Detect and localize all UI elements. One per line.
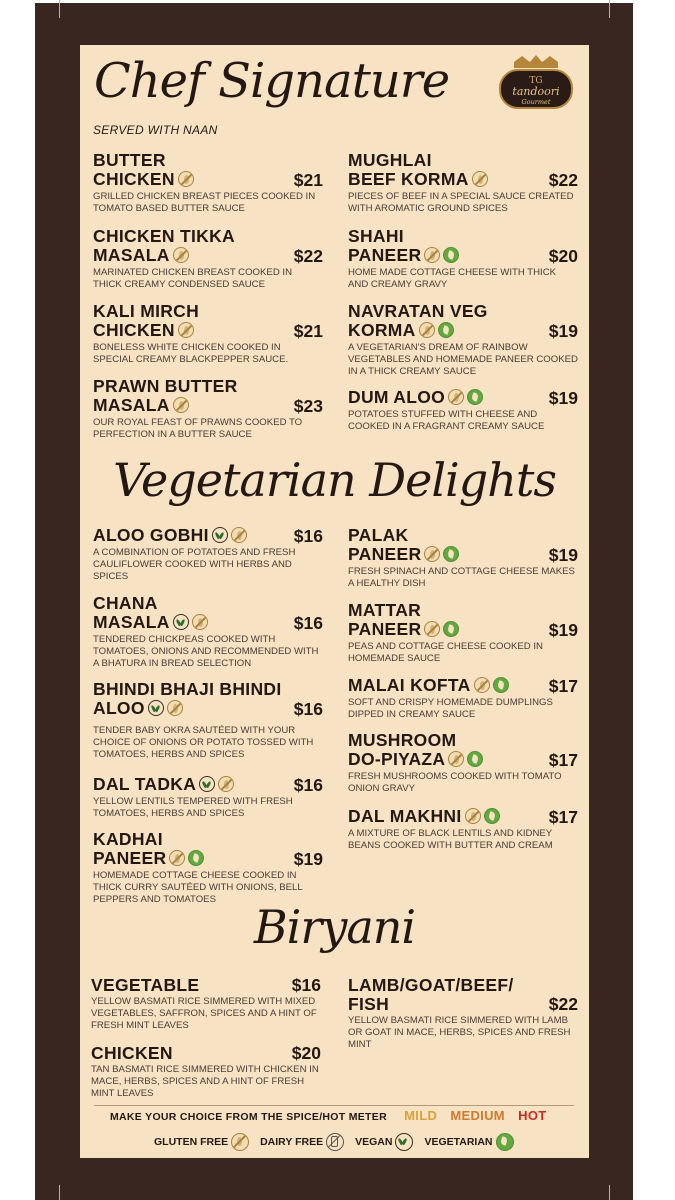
logo-monogram: TG: [529, 76, 543, 86]
menu-item-dal-tadka: [93, 775, 323, 820]
item-price: $22: [293, 246, 323, 266]
item-description: PIECES OF BEEF IN A SPECIAL SAUCE CREATED WITH AROMATIC GROUND SPICES: [348, 191, 574, 214]
item-name: DAL MAKHNI: [348, 806, 462, 826]
legend-label: DAIRY FREE: [260, 1136, 324, 1148]
menu-item-dum-aloo: [348, 388, 578, 433]
vegan-icon: [148, 700, 164, 716]
menu-item-dal-makhni: [348, 807, 578, 852]
vegan-icon: [395, 1133, 413, 1151]
tandoori-gourmet-logo: [494, 52, 578, 118]
item-price: $20: [548, 246, 578, 266]
vegetarian-icon: [438, 322, 454, 338]
item-name: ALOO GOBHI: [93, 525, 209, 545]
item-name-line2: BEEF KORMA: [348, 169, 469, 189]
item-description: YELLOW BASMATI RICE SIMMERED WITH LAMB OR GOAT IN MACE, HERBS, SPICES AND FRESH MINT: [348, 1015, 571, 1050]
item-price: $22: [548, 994, 578, 1014]
gluten-free-icon: [192, 614, 208, 630]
gluten-free-icon: [173, 397, 189, 413]
menu-item-palak-paneer: [348, 526, 578, 590]
gluten-free-icon: [448, 389, 464, 405]
item-description: POTATOES STUFFED WITH CHEESE AND COOKED IN A FRAGRANT CREAMY SAUCE: [348, 409, 545, 432]
vegetarian-icon: [493, 677, 509, 693]
item-name-line1: SHAHI: [348, 226, 404, 246]
item-price: $21: [293, 321, 323, 341]
item-name-line1: KADHAI: [93, 829, 163, 849]
legend-gluten-free: [154, 1133, 249, 1151]
legend-dairy-free: [260, 1133, 344, 1151]
item-description: BONELESS WHITE CHICKEN COOKED IN SPECIAL CREAMY BLACKPEPPER SAUCE.: [93, 342, 289, 365]
item-description: GRILLED CHICKEN BREAST PIECES COOKED IN TOMATO BASED BUTTER SAUCE: [93, 191, 316, 214]
menu-item-prawn-butter-masala: [93, 377, 323, 441]
item-description: TAN BASMATI RICE SIMMERED WITH CHICKEN IN MACE, HERBS, SPICES AND A HINT OF FRESH MINT LEAVES: [91, 1064, 319, 1099]
item-name-line2: CHICKEN: [93, 320, 175, 340]
item-name-line1: PRAWN BUTTER: [93, 376, 238, 396]
vegetarian-icon: [467, 389, 483, 405]
footer-divider: [94, 1105, 574, 1106]
legend-vegetarian: [424, 1133, 513, 1151]
item-description: HOME MADE COTTAGE CHEESE WITH THICK AND CREAMY GRAVY: [348, 267, 557, 290]
gluten-free-icon: [424, 247, 440, 263]
menu-item-chana-masala: [93, 594, 323, 670]
gluten-free-icon: [448, 751, 464, 767]
gluten-free-icon: [231, 527, 247, 543]
item-description: YELLOW BASMATI RICE SIMMERED WITH MIXED VEGETABLES, SAFFRON, SPICES AND A HINT OF FRESH MINT LEAVES: [91, 996, 317, 1031]
vegetarian-icon: [443, 621, 459, 637]
item-description: A VEGETARIAN'S DREAM OF RAINBOW VEGETABLES AND HOMEMADE PANEER COOKED IN A THICK CREAMY SAUCE: [348, 342, 578, 377]
item-description: SOFT AND CRISPY HOMEMADE DUMPLINGS DIPPED IN CREAMY SAUCE: [348, 697, 553, 720]
gluten-free-icon: [472, 171, 488, 187]
menu-item-vegetable-biryani: [91, 976, 321, 1032]
menu-item-kadhai-paneer: [93, 830, 323, 906]
legend-vegan: [355, 1133, 413, 1151]
spice-hot: HOT: [518, 1108, 547, 1123]
menu-item-chicken-tikka-masala: [93, 227, 323, 291]
item-name-line1: BUTTER: [93, 150, 166, 170]
gluten-free-icon: [474, 677, 490, 693]
item-description: A COMBINATION OF POTATOES AND FRESH CAULIFLOWER COOKED WITH HERBS AND SPICES: [93, 547, 296, 582]
item-description: TENDERED CHICKPEAS COOKED WITH TOMATOES, ONIONS AND RECOMMENDED WITH A BHATURA IN BREAD SELECTION: [93, 634, 319, 669]
item-name: MALAI KOFTA: [348, 675, 471, 695]
item-name-line2: KORMA: [348, 320, 416, 340]
item-price: $16: [293, 526, 323, 546]
item-description: PEAS AND COTTAGE CHEESE COOKED IN HOMEMADE SAUCE: [348, 641, 543, 664]
item-name-line2: PANEER: [348, 245, 422, 265]
item-price: $17: [548, 807, 578, 827]
menu-item-mughlai-beef-korma: [348, 151, 578, 215]
crop-mark: [609, 0, 610, 18]
spice-meter-text: MAKE YOUR CHOICE FROM THE SPICE/HOT METER: [110, 1111, 387, 1123]
gluten-free-icon: [424, 621, 440, 637]
item-price: $19: [548, 620, 578, 640]
section-subtitle-chef: SERVED WITH NAAN: [93, 123, 218, 137]
item-price: $16: [293, 775, 323, 795]
gluten-free-icon: [231, 1133, 249, 1151]
item-name-line1: MUGHLAI: [348, 150, 432, 170]
menu-item-mattar-paneer: [348, 601, 578, 665]
item-description: FRESH SPINACH AND COTTAGE CHEESE MAKES A HEALTHY DISH: [348, 566, 575, 589]
item-name-line1: CHICKEN TIKKA: [93, 226, 235, 246]
crop-mark: [59, 1185, 60, 1200]
legend-label: GLUTEN FREE: [154, 1136, 229, 1148]
item-price: $19: [548, 388, 578, 408]
item-price: $16: [291, 975, 321, 995]
item-description: HOMEMADE COTTAGE CHEESE COOKED IN THICK CURRY SAUTÉED WITH ONIONS, BELL PEPPERS AND TOMATOES: [93, 870, 303, 905]
menu-item-shahi-paneer: [348, 227, 578, 291]
menu-item-chicken-biryani: [91, 1044, 321, 1100]
item-name-line1: LAMB/GOAT/BEEF/: [348, 975, 514, 995]
vegetarian-icon: [443, 546, 459, 562]
item-price: $19: [293, 849, 323, 869]
item-name: CHICKEN: [91, 1043, 173, 1063]
dietary-legend: [154, 1133, 525, 1151]
item-description: YELLOW LENTILS TEMPERED WITH FRESH TOMATOES, HERBS AND SPICES: [93, 796, 293, 819]
item-price: $23: [293, 396, 323, 416]
spice-meter-note: [110, 1108, 546, 1123]
menu-item-navratan-veg-korma: [348, 302, 578, 378]
item-name-line2: ALOO: [93, 698, 145, 718]
item-price: $19: [548, 545, 578, 565]
gluten-free-icon: [178, 322, 194, 338]
item-name-line2: PANEER: [348, 544, 422, 564]
legend-label: VEGAN: [355, 1136, 393, 1148]
item-price: $16: [293, 613, 323, 633]
menu-item-kali-mirch-chicken: [93, 302, 323, 366]
item-price: $22: [548, 170, 578, 190]
item-price: $19: [548, 321, 578, 341]
item-price: $20: [291, 1043, 321, 1063]
vegetarian-icon: [467, 751, 483, 767]
item-description: FRESH MUSHROOMS COOKED WITH TOMATO ONION GRAVY: [348, 771, 562, 794]
item-name-line1: BHINDI BHAJI BHINDI: [93, 679, 282, 699]
item-name-line2: FISH: [348, 994, 390, 1014]
section-title-biryani: Biryani: [253, 900, 416, 954]
menu-item-butter-chicken: [93, 151, 323, 215]
item-name-line1: PALAK: [348, 525, 409, 545]
item-description: TENDER BABY OKRA SAUTÉED WITH YOUR CHOICE OF ONIONS OR POTATO TOSSED WITH TOMATOES, HERBS AND SPICES: [93, 725, 314, 760]
item-name-line2: MASALA: [93, 245, 170, 265]
section-title-veg: Vegetarian Delights: [113, 453, 556, 507]
item-name: DUM ALOO: [348, 387, 446, 407]
menu-item-lamb-goat-beef-fish-biryani: [348, 976, 578, 1051]
spice-mild: MILD: [404, 1108, 438, 1123]
dairy-free-icon: [326, 1133, 344, 1151]
vegetarian-icon: [443, 247, 459, 263]
item-name-line1: MATTAR: [348, 600, 422, 620]
menu-item-malai-kofta: [348, 676, 578, 721]
item-name-line2: DO-PIYAZA: [348, 749, 446, 769]
vegan-icon: [173, 614, 189, 630]
gluten-free-icon: [173, 247, 189, 263]
gluten-free-icon: [167, 700, 183, 716]
item-price: $17: [548, 676, 578, 696]
item-price: $17: [548, 750, 578, 770]
item-description: A MIXTURE OF BLACK LENTILS AND KIDNEY BEANS COOKED WITH BUTTER AND CREAM: [348, 828, 553, 851]
item-name-line2: MASALA: [93, 612, 170, 632]
gluten-free-icon: [465, 808, 481, 824]
item-name-line1: KALI MIRCH: [93, 301, 200, 321]
gluten-free-icon: [424, 546, 440, 562]
crop-mark: [609, 1185, 610, 1200]
item-name: DAL TADKA: [93, 774, 197, 794]
item-name-line1: MUSHROOM: [348, 730, 457, 750]
vegetarian-icon: [188, 850, 204, 866]
gluten-free-icon: [419, 322, 435, 338]
item-name-line2: MASALA: [93, 395, 170, 415]
menu-item-aloo-gobhi: [93, 526, 323, 583]
item-price: $21: [293, 170, 323, 190]
vegan-icon: [199, 776, 215, 792]
item-description: MARINATED CHICKEN BREAST COOKED IN THICK CREAMY CONDENSED SAUCE: [93, 267, 293, 290]
menu-item-bhindi-bhaji: [93, 680, 323, 761]
logo-brand: tandoori: [512, 85, 560, 98]
section-title-chef: Chef Signature: [94, 53, 450, 109]
spice-medium: MEDIUM: [450, 1108, 505, 1123]
menu-panel: [80, 45, 589, 1158]
item-name-line2: CHICKEN: [93, 169, 175, 189]
legend-label: VEGETARIAN: [424, 1136, 493, 1148]
item-price: $16: [293, 699, 323, 719]
logo-sub: Gourmet: [521, 98, 551, 106]
gluten-free-icon: [218, 776, 234, 792]
menu-item-mushroom-do-piyaza: [348, 731, 578, 795]
vegan-icon: [212, 527, 228, 543]
item-name: VEGETABLE: [91, 975, 200, 995]
vegetarian-icon: [496, 1133, 514, 1151]
item-name-line1: NAVRATAN VEG: [348, 301, 488, 321]
item-description: OUR ROYAL FEAST OF PRAWNS COOKED TO PERFECTION IN A BUTTER SAUCE: [93, 417, 303, 440]
gluten-free-icon: [169, 850, 185, 866]
item-name-line1: CHANA: [93, 593, 158, 613]
item-name-line2: PANEER: [348, 619, 422, 639]
vegetarian-icon: [484, 808, 500, 824]
item-name-line2: PANEER: [93, 848, 167, 868]
gluten-free-icon: [178, 171, 194, 187]
crop-mark: [59, 0, 60, 18]
